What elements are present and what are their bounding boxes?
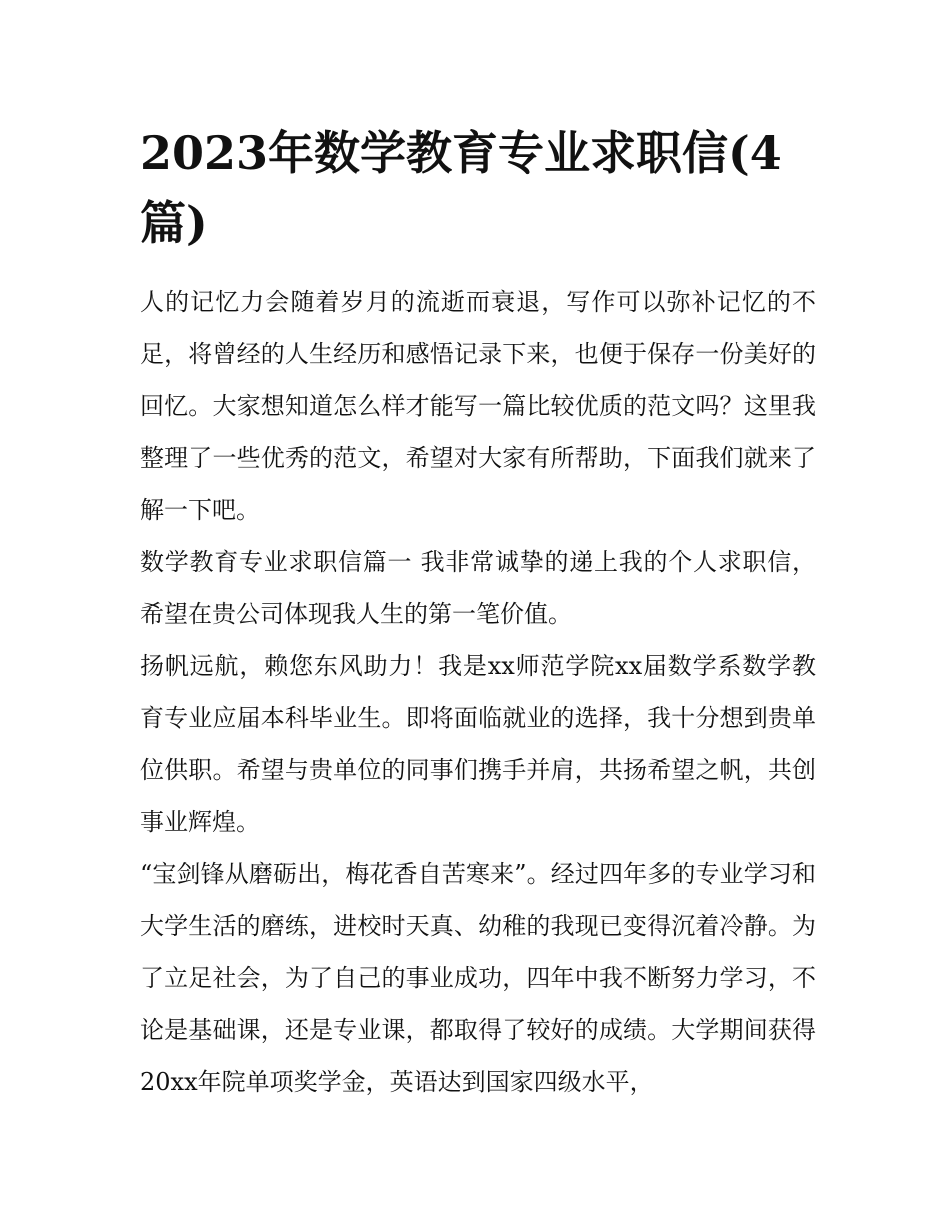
document-body — [140, 276, 816, 1108]
document-title: 2023年数学教育专业求职信(4篇) — [140, 126, 782, 250]
self-introduction-paragraph: 扬帆远航，赖您东风助力！我是xx师范学院xx届数学系数学教育专业应届本科毕业生。即将面临就业的选择，我十分想到贵单位供职。希望与贵单位的同事们携手并肩，共扬希望之帆，共创事业辉煌。 — [140, 652, 816, 836]
intro-paragraph: 人的记忆力会随着岁月的流逝而衰退，写作可以弥补记忆的不足，将曾经的人生经历和感悟记录下来，也便于保存一份美好的回忆。大家想知道怎么样才能写一篇比较优质的范文吗？这里我整理了一些优秀的范文，希望对大家有所帮助，下面我们就来了解一下吧。 — [140, 288, 816, 524]
section-one-opening-paragraph: 数学教育专业求职信篇一 我非常诚挚的递上我的个人求职信，希望在贵公司体现我人生的第一笔价值。 — [140, 548, 816, 628]
study-experience-paragraph: “宝剑锋从磨砺出，梅花香自苦寒来”。经过四年多的专业学习和大学生活的磨练，进校时天真、幼稚的我现已变得沉着冷静。为了立足社会，为了自己的事业成功，四年中我不断努力学习，不论是基础课，还是专业课，都取得了较好的成绩。大学期间获得20xx年院单项奖学金，英语达到国家四级水平， — [140, 860, 816, 1096]
